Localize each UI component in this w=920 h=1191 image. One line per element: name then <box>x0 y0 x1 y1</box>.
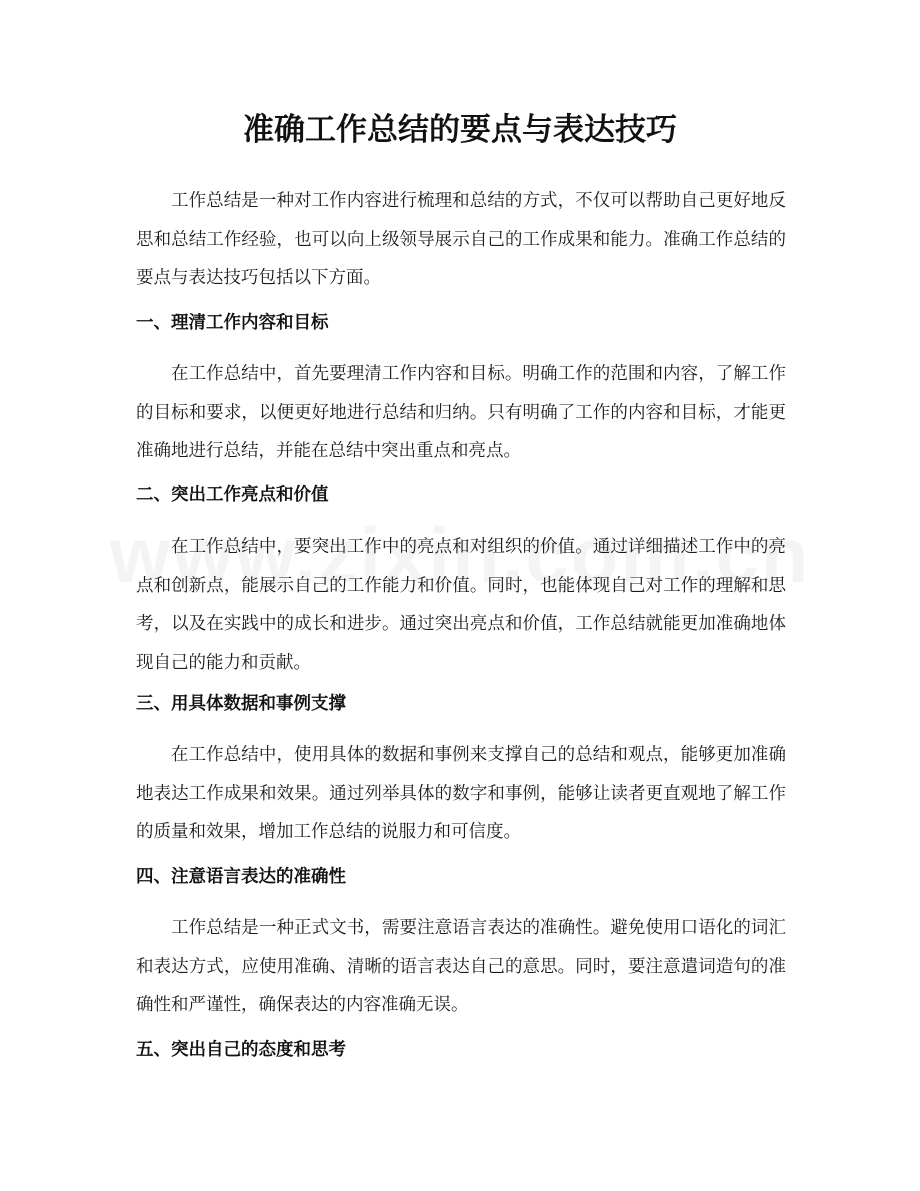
section-heading-5-block <box>136 1035 786 1065</box>
section-heading-2-block <box>136 480 786 510</box>
section-paragraph: 在工作总结中，要突出工作中的亮点和对组织的价值。通过详细描述工作中的亮点和创新点，能展示自己的工作能力和价值。同时，也能体现自己对工作的理解和思考，以及在实践中的成长和进步。通过突出亮点和价值，工作总结就能更加准确地体现自己的能力和贡献。 <box>136 537 786 673</box>
section-heading: 三、用具体数据和事例支撑 <box>136 694 346 714</box>
section-heading-1-block <box>136 308 786 338</box>
section-heading-4-block <box>136 862 786 892</box>
section-body-4-block <box>136 909 786 1025</box>
section-heading: 二、突出工作亮点和价值 <box>136 485 329 505</box>
intro-paragraph: 工作总结是一种对工作内容进行梳理和总结的方式，不仅可以帮助自己更好地反思和总结工作经验，也可以向上级领导展示自己的工作成果和能力。准确工作总结的要点与表达技巧包括以下方面。 <box>136 191 786 288</box>
section-heading-3-block <box>136 689 786 719</box>
section-body-3-block <box>136 736 786 852</box>
section-heading: 四、注意语言表达的准确性 <box>136 867 346 887</box>
section-heading: 一、理清工作内容和目标 <box>136 313 329 333</box>
section-heading: 五、突出自己的态度和思考 <box>136 1040 346 1060</box>
section-body-1-block <box>136 355 786 471</box>
section-paragraph: 在工作总结中，使用具体的数据和事例来支撑自己的总结和观点，能够更加准确地表达工作成果和效果。通过列举具体的数字和事例，能够让读者更直观地了解工作的质量和效果，增加工作总结的说服力和可信度。 <box>136 745 786 842</box>
intro-block <box>136 182 786 298</box>
section-body-2-block <box>136 528 786 682</box>
section-paragraph: 工作总结是一种正式文书，需要注意语言表达的准确性。避免使用口语化的词汇和表达方式，应使用准确、清晰的语言表达自己的意思。同时，要注意遣词造句的准确性和严谨性，确保表达的内容准确无误。 <box>136 918 786 1015</box>
document-title: 准确工作总结的要点与表达技巧 <box>243 112 677 148</box>
section-paragraph: 在工作总结中，首先要理清工作内容和目标。明确工作的范围和内容，了解工作的目标和要求，以便更好地进行总结和归纳。只有明确了工作的内容和目标，才能更准确地进行总结，并能在总结中突出重点和亮点。 <box>136 364 786 461</box>
